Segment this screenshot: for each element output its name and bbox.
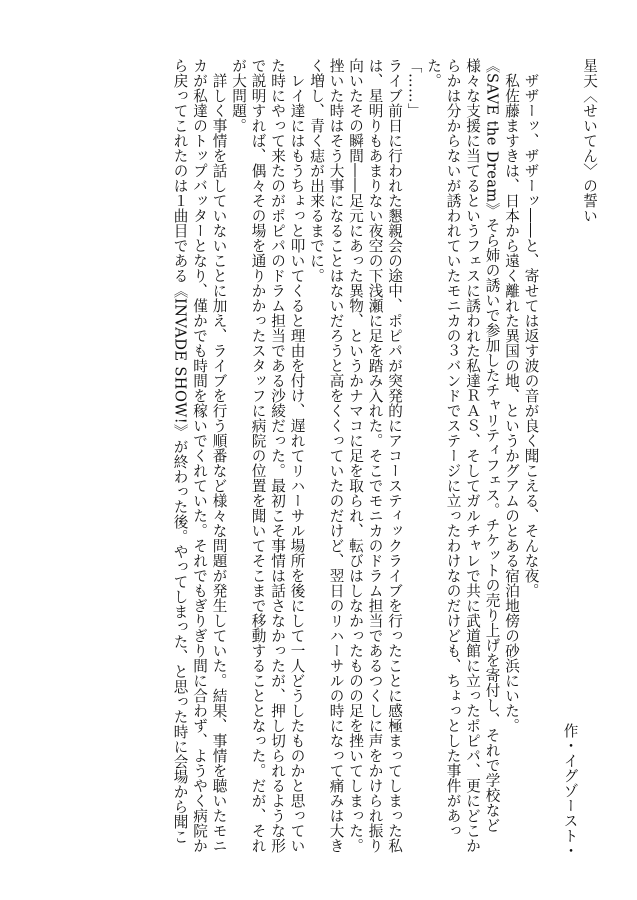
vertical-text-body	[29, 58, 599, 858]
paragraph-3: 《SAVE the Dream》そら姉の誘いで参加したチャリティフェス。チケットの売り上げを寄付し、それで学校など様々な支援に当てるというフェスに誘われた私達ＲＡＳ、そしてガルチャレで共に武道館に立ったポピパ、更にどこからかは分からないが誘われていたモニカの３バンドでステージに立ったわけなのだけども、ちょっとした事件があった。	[425, 58, 501, 853]
paragraph-7: 詳しく事情を話していないことに加え、ライブを行う順番など様々な問題が発生していた。結果、事情を聴いたモニカが私達のトップバッターとなり、僅かでも時間を稼いでくれていた。それでもぎりぎり間に合わず、ようやく病院から戻ってこれたのは１曲目である《INVADE SHOW!》が終わった後。やってしまった、と思った時に会場から聞こ	[171, 58, 228, 853]
paragraph-5: ライブ前日に行われた懇親会の途中、ポピパが突発的にアコースティックライブを行ったことに感極まってしまった私は、星明りもあまりない夜空の下浅瀬に足を踏み入れた。そこでモニカのドラム担当であるつくしに声をかけられ振り向いたその瞬間――足元にあった異物、というかナマコに足を取られ、転びはしなかったものの足を挫いてしまった。挫いた時はそう大事になることはないだろうと高をくくっていたのだけど、翌日のリハーサルの時になって痛みは大きく増し、青く痣が出来るまでに。	[308, 58, 403, 853]
paragraph-2: 私佐藤ますきは、日本から遠く離れた異国の地、というかグアムのとある宿泊地傍の砂浜にいた。	[503, 72, 520, 733]
blank-column	[541, 58, 561, 858]
paragraph-1: ザザーッ、ザザーッ――と、寄せては返す波の音が良く聞こえる、そんな夜。	[522, 72, 540, 598]
story-author: 作・イグゾースト・	[561, 723, 579, 858]
story-title: 星天〈せいてん〉の誓い	[581, 58, 598, 223]
paragraph-6: レイ達にはもうちょっと叩いてくると理由を付け、遅れてリハーサル場所を後にして一人どうしたものかと思っていた時にやって来たのがポピパのドラム担当である沙綾だった。最初こそ事情は話さなかったが、押し切られるような形で説明すれば、偶々その場を通りかかったスタッフに病院の位置を聞いてそこまで移動することとなった。だが、それが大問題。	[230, 58, 306, 853]
paragraph-4-dialogue: 「……」	[405, 58, 423, 118]
